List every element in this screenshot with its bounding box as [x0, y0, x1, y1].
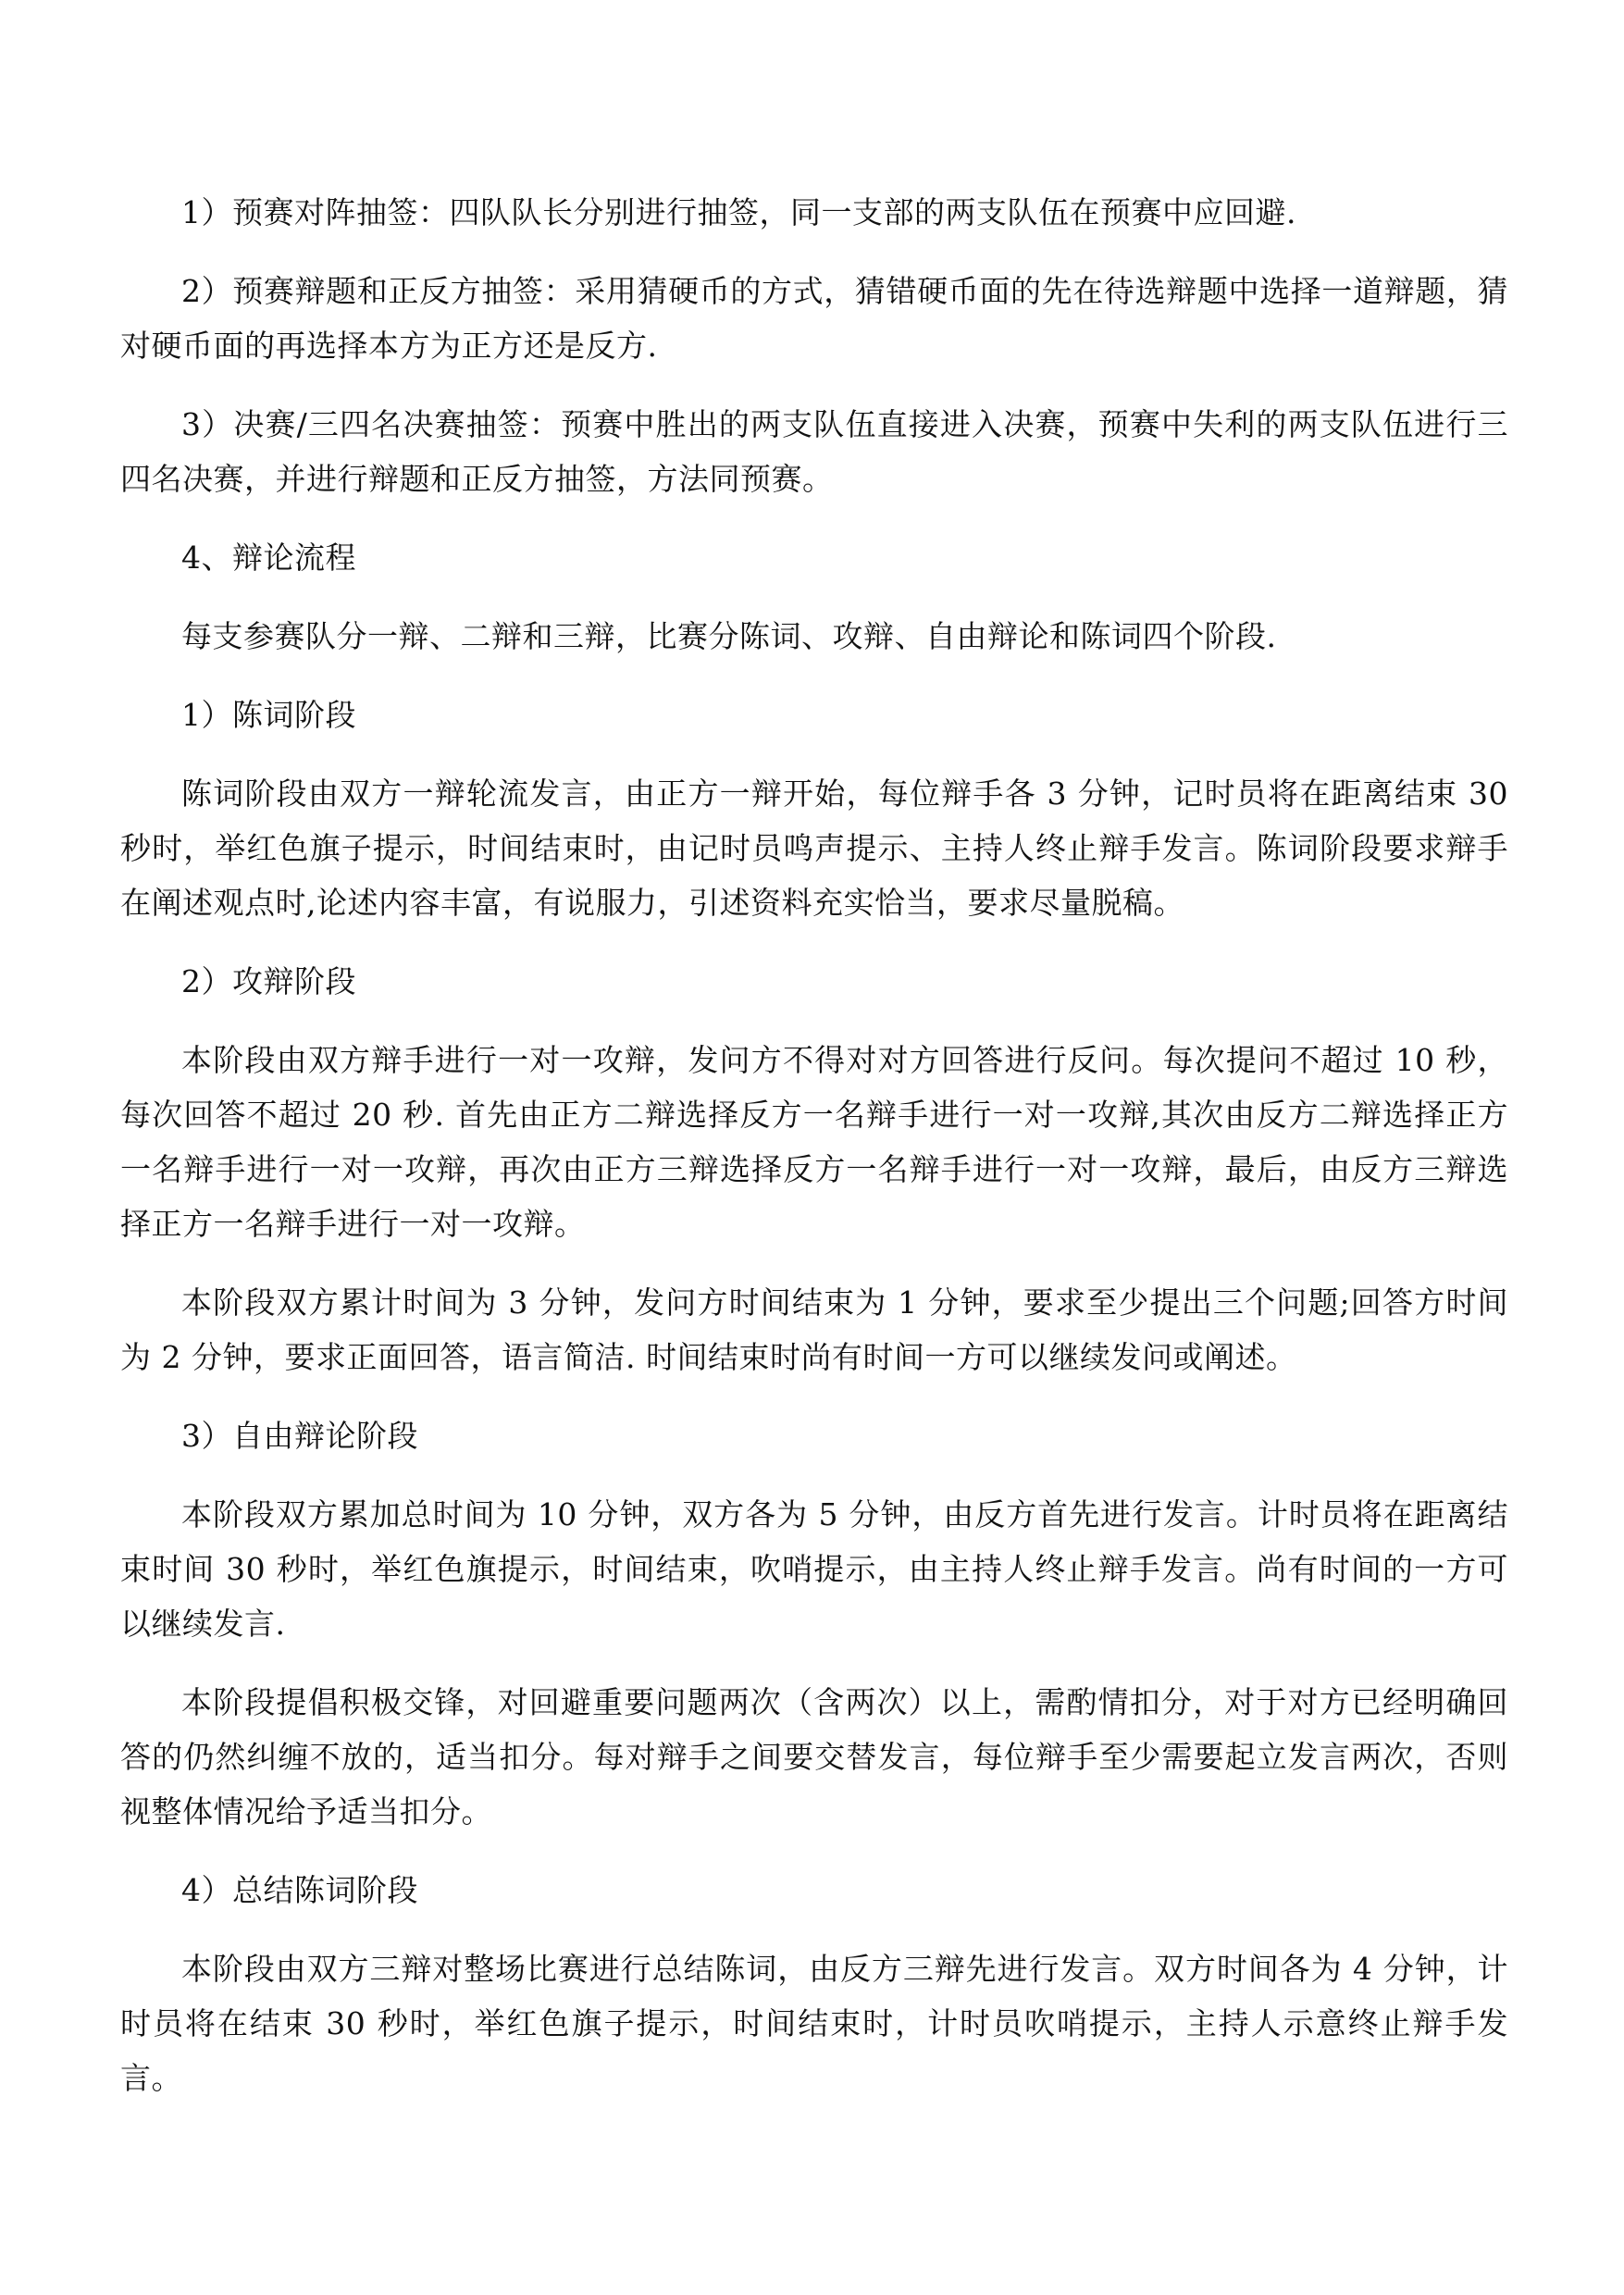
stage-heading-cross: 2）攻辩阶段 [181, 963, 356, 999]
stage-opening-text: 陈词阶段由双方一辩轮流发言，由正方一辩开始，每位辩手各 3 分钟，记时员将在距离结束 30 秒时，举红色旗子提示，时间结束时，由记时员鸣声提示、主持人终止辩手发言。陈词阶段要求辩手在阐述观点时,论述内容丰富，有说服力，引述资料充实恰当，要求尽量脱稿。 [120, 775, 1508, 921]
stage-free-text: 本阶段双方累加总时间为 10 分钟，双方各为 5 分钟，由反方首先进行发言。计时员将在距离结束时间 30 秒时，举红色旗提示，时间结束，吹哨提示，由主持人终止辩手发言。尚有时间的一方可以继续发言. [120, 1496, 1508, 1642]
stage-heading-opening: 1）陈词阶段 [181, 697, 356, 733]
rule-draw-final: 3）决赛/三四名决赛抽签：预赛中胜出的两支队伍直接进入决赛，预赛中失利的两支队伍进行三四名决赛，并进行辩题和正反方抽签，方法同预赛。 [120, 406, 1508, 497]
stage-free-rules: 本阶段提倡积极交锋，对回避重要问题两次（含两次）以上，需酌情扣分，对于对方已经明确回答的仍然纠缠不放的，适当扣分。每对辩手之间要交替发言，每位辩手至少需要起立发言两次，否则视整体情况给予适当扣分。 [120, 1684, 1508, 1830]
rule-draw-topic: 2）预赛辩题和正反方抽签：采用猜硬币的方式，猜错硬币面的先在待选辩题中选择一道辩题，猜对硬币面的再选择本方为正方还是反方. [120, 273, 1508, 364]
stage-heading-closing: 4）总结陈词阶段 [181, 1872, 418, 1908]
document-body [120, 185, 1508, 2129]
stage-closing-text: 本阶段由双方三辩对整场比赛进行总结陈词，由反方三辩先进行发言。双方时间各为 4 分钟，计时员将在结束 30 秒时，举红色旗子提示，时间结束时，计时员吹哨提示，主持人示意终止辩手发言。 [120, 1951, 1508, 2096]
section-heading-debate-process: 4、辩论流程 [181, 540, 356, 576]
stage-cross-time: 本阶段双方累计时间为 3 分钟，发问方时间结束为 1 分钟，要求至少提出三个问题;回答方时间为 2 分钟，要求正面回答，语言简洁. 时间结束时尚有时间一方可以继续发问或阐述。 [120, 1284, 1508, 1375]
rule-draw-prelim: 1）预赛对阵抽签：四队队长分别进行抽签，同一支部的两支队伍在预赛中应回避. [181, 194, 1296, 230]
debate-overview: 每支参赛队分一辩、二辩和三辩，比赛分陈词、攻辩、自由辩论和陈词四个阶段. [181, 618, 1277, 654]
stage-cross-text: 本阶段由双方辩手进行一对一攻辩，发问方不得对对方回答进行反问。每次提问不超过 10 秒，每次回答不超过 20 秒. 首先由正方二辩选择反方一名辩手进行一对一攻辩,其次由反方二辩选择正方一名辩手进行一对一攻辩，再次由正方三辩选择反方一名辩手进行一对一攻辩，最后，由反方三辩选择正方一名辩手进行一对一攻辩。 [120, 1042, 1508, 1242]
stage-heading-free: 3）自由辩论阶段 [181, 1418, 418, 1454]
